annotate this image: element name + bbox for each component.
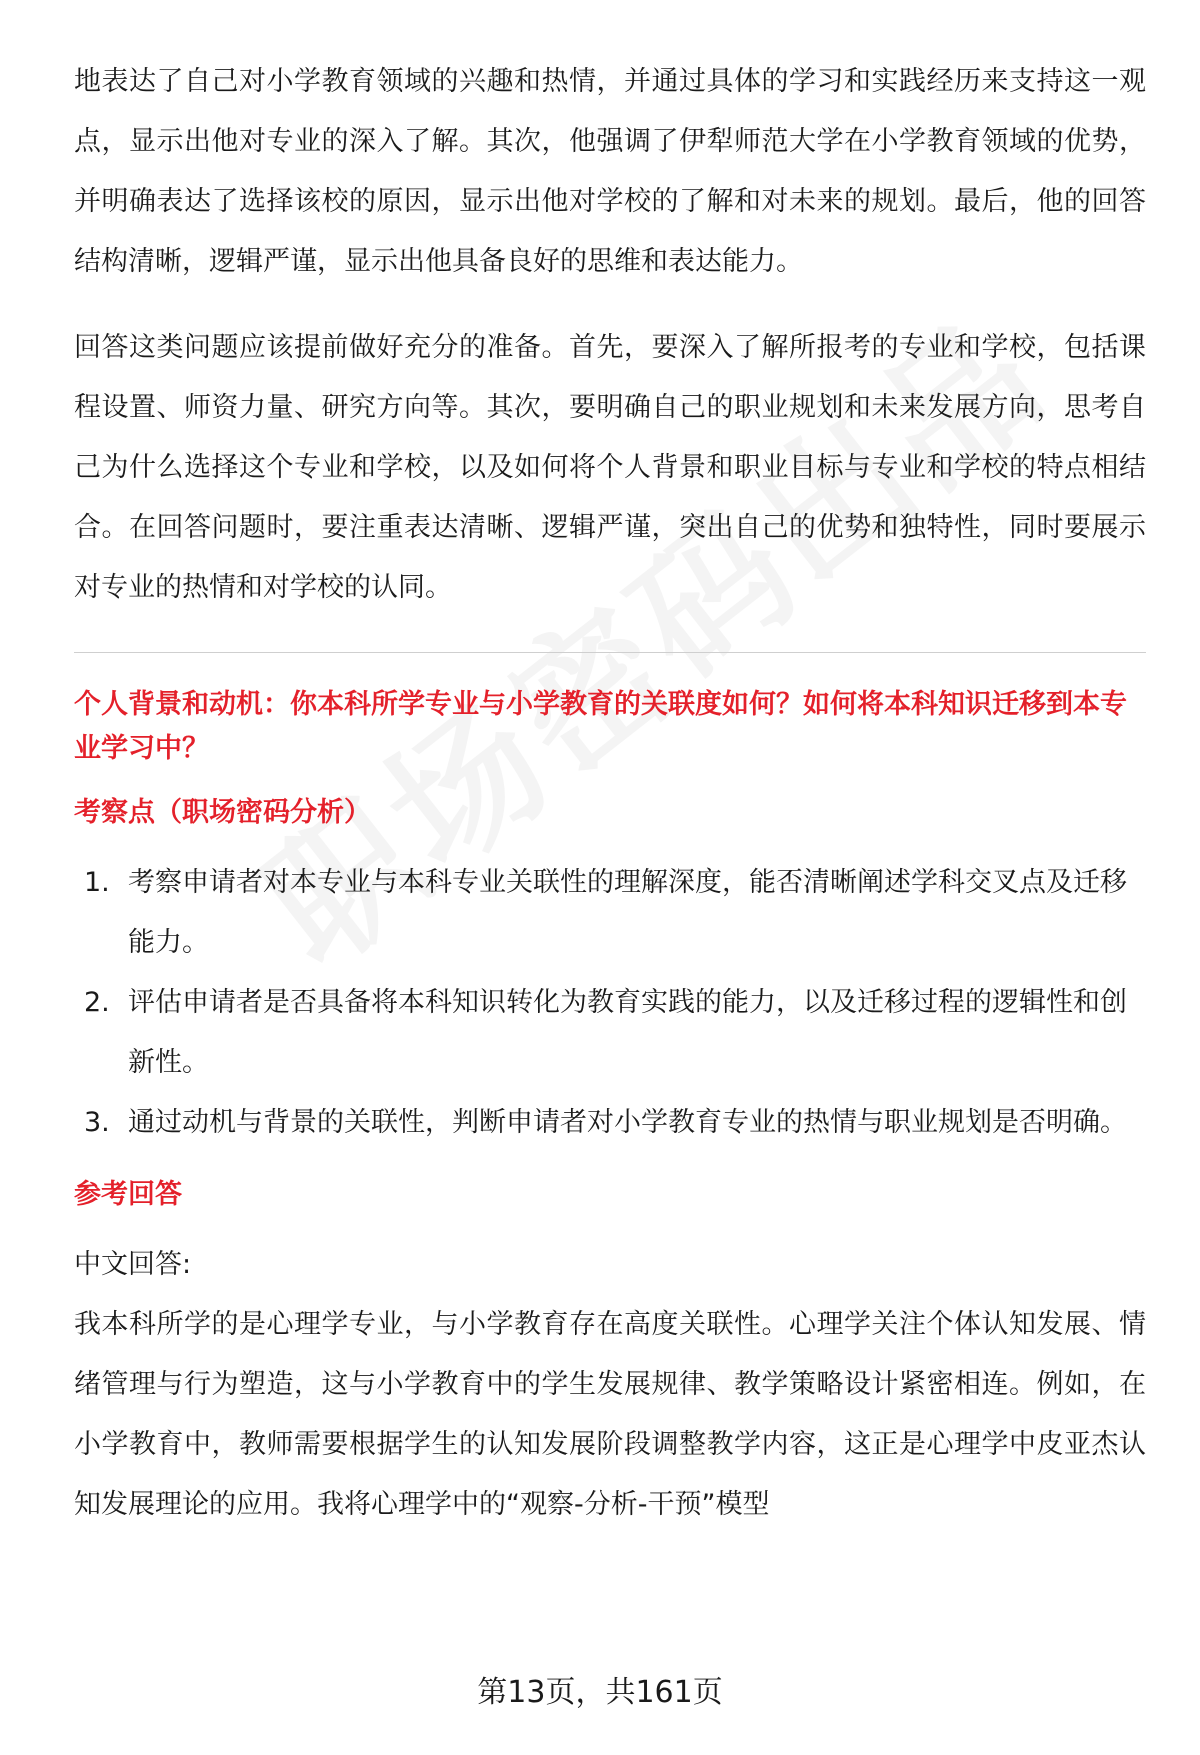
intro-paragraph-1: 地表达了自己对小学教育领域的兴趣和热情，并通过具体的学习和实践经历来支持这一观点，显示出他对专业的深入了解。其次，他强调了伊犁师范大学在小学教育领域的优势，并明确表达了选择该校的原因，显示出他对学校的了解和对未来的规划。最后，他的回答结构清晰，逻辑严谨，显示出他具备良好的思维和表达能力。 [74, 66, 1146, 277]
list-item-text: 通过动机与背景的关联性，判断申请者对小学教育专业的热情与职业规划是否明确。 [128, 1107, 1127, 1138]
list-item [74, 1093, 1146, 1153]
list-item [74, 853, 1146, 973]
intro-paragraph-2: 回答这类问题应该提前做好充分的准备。首先，要深入了解所报考的专业和学校，包括课程设置、师资力量、研究方向等。其次，要明确自己的职业规划和未来发展方向，思考自己为什么选择这个专业和学校，以及如何将个人背景和职业目标与专业和学校的特点相结合。在回答问题时，要注重表达清晰、逻辑严谨，突出自己的优势和独特性，同时要展示对专业的热情和对学校的认同。 [74, 332, 1146, 603]
list-number: 3. [84, 1107, 110, 1138]
reference-heading: 参考回答 [74, 1179, 182, 1210]
list-item-text: 考察申请者对本专业与本科专业关联性的理解深度，能否清晰阐述学科交叉点及迁移能力。 [128, 867, 1127, 958]
section-divider [74, 652, 1146, 653]
assessment-heading: 考察点（职场密码分析） [74, 797, 371, 828]
page-number: 第13页，共161页 [477, 1675, 723, 1710]
document-page [74, 52, 1146, 1535]
list-item-text: 评估申请者是否具备将本科知识转化为教育实践的能力，以及迁移过程的逻辑性和创新性。 [128, 987, 1127, 1078]
answer-body: 我本科所学的是心理学专业，与小学教育存在高度关联性。心理学关注个体认知发展、情绪管理与行为塑造，这与小学教育中的学生发展规律、教学策略设计紧密相连。例如，在小学教育中，教师需要根据学生的认知发展阶段调整教学内容，这正是心理学中皮亚杰认知发展理论的应用。我将心理学中的“观察-分析-干预”模型 [74, 1309, 1146, 1520]
list-number: 1. [84, 867, 110, 898]
list-item [74, 973, 1146, 1093]
question-heading: 个人背景和动机：你本科所学专业与小学教育的关联度如何？如何将本科知识迁移到本专业学习中？ [74, 689, 1127, 764]
answer-label: 中文回答: [74, 1249, 192, 1280]
list-number: 2. [84, 987, 110, 1018]
assessment-list [74, 853, 1146, 1153]
